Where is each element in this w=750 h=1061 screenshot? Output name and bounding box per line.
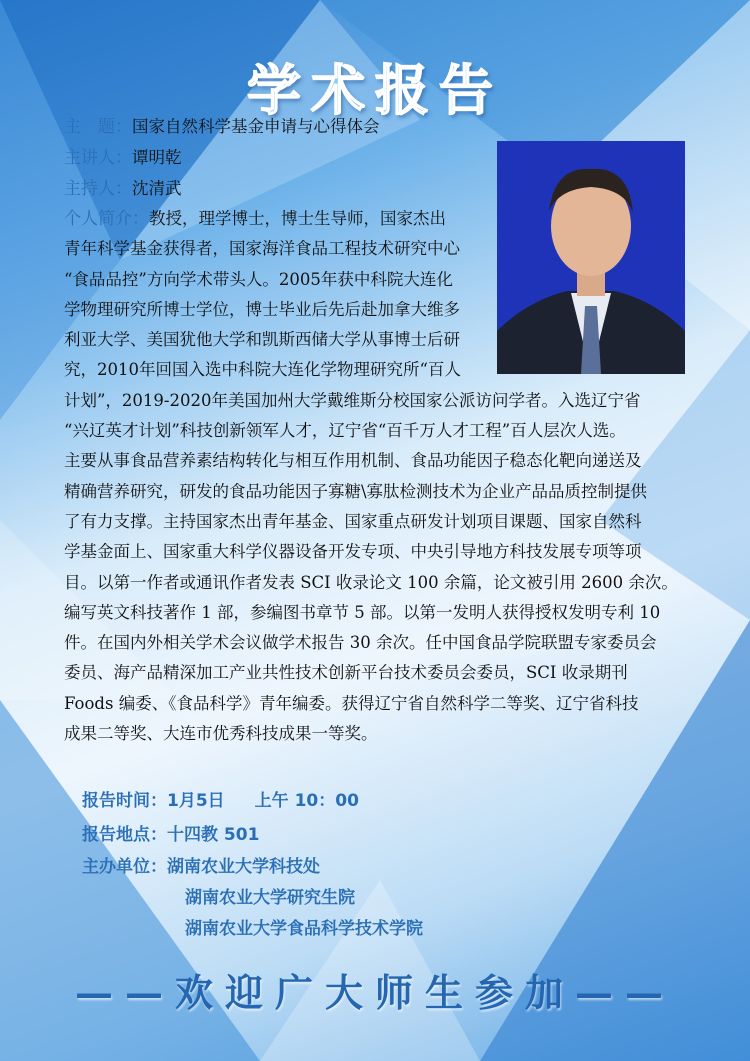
bio-line: 成果二等奖、大连市优秀科技成果一等奖。	[64, 724, 378, 744]
bio-line: 青年科学基金获得者，国家海洋食品工程技术研究中心	[64, 239, 460, 259]
bio-line: “食品品控”方向学术带头人。2005年获中科院大连化	[64, 269, 453, 289]
host-line	[64, 174, 182, 204]
bio-line: Foods 编委、《食品科学》青年编委。获得辽宁省自然科学二等奖、辽宁省科技	[64, 693, 639, 713]
report-date: 1月5日	[167, 791, 225, 811]
topic-line	[64, 112, 380, 142]
speaker-line	[64, 143, 182, 173]
report-place	[82, 820, 259, 845]
report-place-value: 十四教 501	[167, 825, 260, 845]
poster-title: 学术报告	[247, 59, 503, 122]
report-time	[82, 786, 359, 811]
bio-line: 计划”，2019-2020年美国加州大学戴维斯分校国家公派访问学者。入选辽宁省	[64, 390, 641, 410]
topic-value: 国家自然科学基金申请与心得体会	[132, 117, 380, 136]
bio-line: 了有力支撑。主持国家杰出青年基金、国家重点研发计划项目课题、国家自然科	[64, 511, 642, 531]
bio-line: “兴辽英才计划”科技创新领军人才，辽宁省“百千万人才工程”百人层次人选。	[64, 421, 626, 441]
bio-line: 委员、海产品精深加工产业共性技术创新平台技术委员会委员，SCI 收录期刊	[64, 663, 628, 683]
bio-paragraph	[64, 204, 690, 749]
report-place-label: 报告地点：	[82, 825, 167, 845]
report-clock: 上午 10：00	[254, 791, 359, 811]
bio-line: 学物理研究所博士学位，博士毕业后先后赴加拿大维多	[64, 299, 460, 319]
organizer-label: 主办单位：	[82, 857, 167, 877]
welcome-footer: ——欢迎广大师生参加——	[74, 970, 675, 1015]
bio-line: 究，2010年回国入选中科院大连化学物理研究所“百人	[64, 360, 461, 380]
bio-line: 精确营养研究，研发的食品功能因子寡糖\寡肽检测技术为企业产品品质控制提供	[64, 481, 648, 501]
report-time-label: 报告时间：	[82, 791, 167, 811]
organizer-item: 湖南农业大学研究生院	[185, 888, 355, 908]
organizer-item: 湖南农业大学食品科学技术学院	[185, 919, 423, 939]
organizer-item: 湖南农业大学科技处	[167, 857, 320, 877]
bio-line: 编写英文科技著作 1 部，参编图书章节 5 部。以第一发明人获得授权发明专利 10	[64, 602, 661, 622]
speaker-label: 主讲人：	[64, 148, 132, 168]
bio-line: 主要从事食品营养素结构转化与相互作用机制、食品功能因子稳态化靶向递送及	[64, 451, 642, 471]
bio-line: 利亚大学、美国犹他大学和凯斯西储大学从事博士后研	[64, 330, 460, 350]
report-organizer	[82, 852, 320, 877]
host-value: 沈清武	[132, 179, 182, 198]
speaker-value: 谭明乾	[132, 148, 182, 167]
topic-label: 主 题：	[64, 117, 132, 137]
bio-line: 目。以第一作者或通讯作者发表 SCI 收录论文 100 余篇，论文被引用 2600 余次。	[64, 572, 678, 592]
bio-line: 教授，理学博士，博士生导师，国家杰出	[149, 209, 446, 228]
host-label: 主持人：	[64, 179, 132, 199]
bio-line: 件。在国内外相关学术会议做学术报告 30 余次。任中国食品学院联盟专家委员会	[64, 633, 657, 653]
bio-label: 个人简介：	[64, 209, 149, 229]
bio-line: 学基金面上、国家重大科学仪器设备开发专项、中央引导地方科技发展专项等项	[64, 542, 642, 562]
